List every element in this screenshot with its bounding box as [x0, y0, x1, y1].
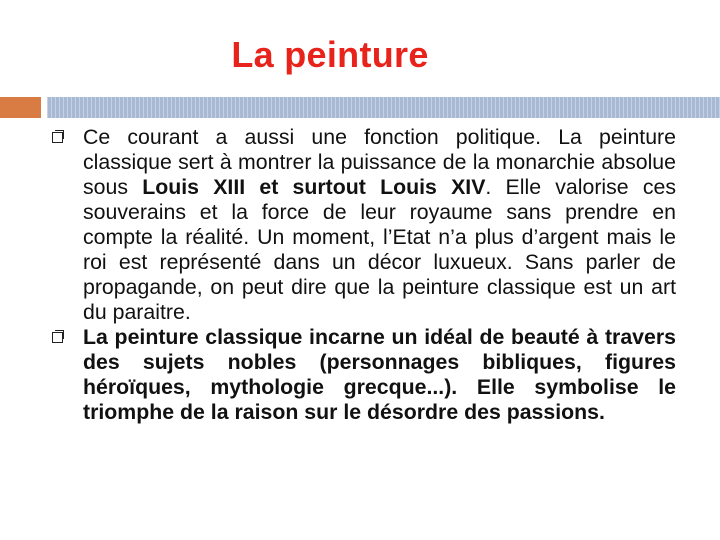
bullet-item-ideal — [52, 325, 676, 425]
accent-bar-blue — [47, 97, 720, 118]
bullet-text-1: Ce courant a aussi une fonction politique. La peinture classique sert à montrer la puissance de la monarchie absolue sous — [83, 125, 676, 199]
bullet-text-bold-kings: Louis XIII et surtout Louis XIV — [142, 175, 486, 199]
slide-title: La peinture — [231, 34, 429, 75]
accent-bar-orange — [0, 97, 41, 118]
bullet-list — [52, 125, 676, 425]
bullet-text-ideal: La peinture classique incarne un idéal de beauté à travers des sujets nobles (personnages bibliques, figures héroïques, mythologie grecque...). Elle symbolise le triomphe de la raison sur le désordre des passions. — [83, 325, 676, 424]
square-bullet-icon — [52, 332, 63, 343]
square-bullet-icon — [52, 132, 63, 143]
bullet-text-2: . Elle valorise ces souverains et la force de leur royaume sans prendre en compte la réalité. Un moment, l’Etat n’a plus d’argent mais le roi est représenté dans un décor luxueux. Sans parler de propagande, on peut dire que la peinture classique est un art du paraitre. — [83, 175, 676, 324]
bullet-item-politics — [52, 125, 676, 325]
